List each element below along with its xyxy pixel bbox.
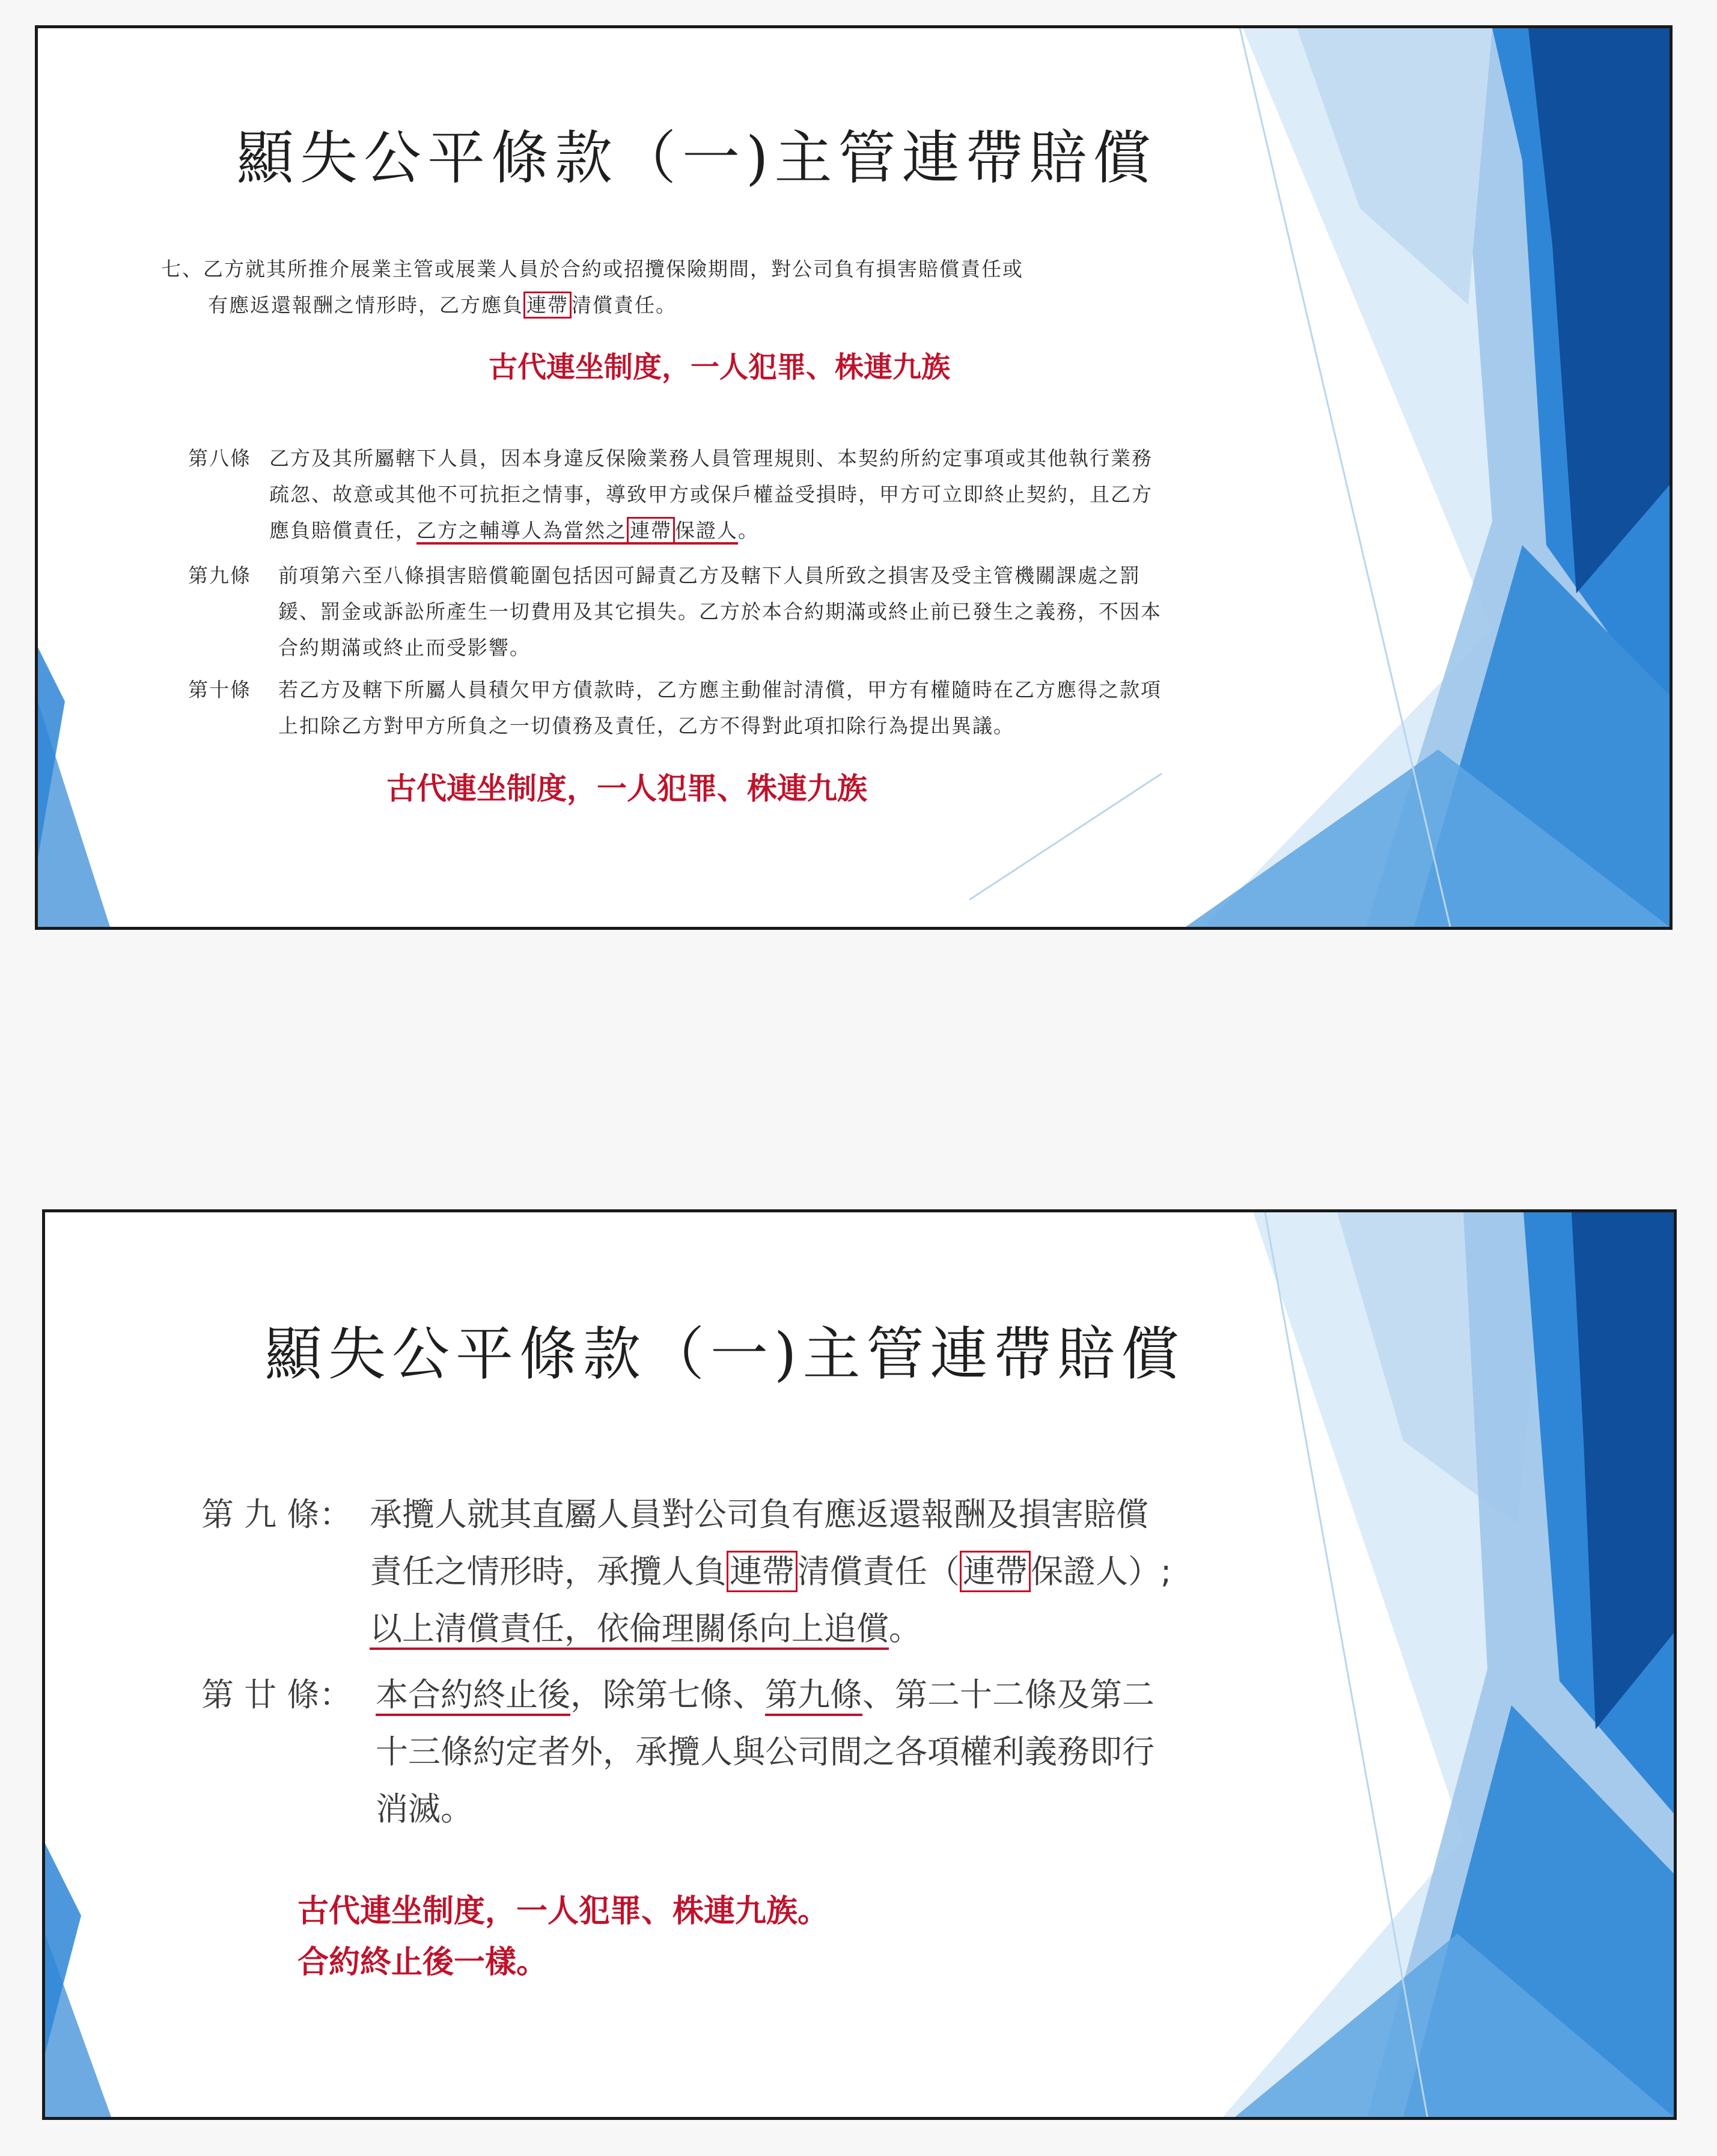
article-8-period: 。 bbox=[738, 519, 759, 542]
article-9-line-1: 前項第六至八條損害賠償範圍包括因可歸責乙方及轄下人員所致之損害及受主管機關課處之罰 bbox=[278, 564, 1141, 587]
guarantor-underline bbox=[416, 519, 738, 545]
article-20-line-2: 十三條約定者外，承攬人與公司間之各項權利義務即行 bbox=[376, 1733, 1154, 1771]
article-9-label: 第 九 條： bbox=[201, 1495, 352, 1533]
article-20-line-3: 消滅。 bbox=[376, 1790, 473, 1828]
article-9-line-2 bbox=[370, 1546, 1171, 1592]
slide-title: 顯失公平條款（一)主管連帶賠償 bbox=[236, 124, 1157, 192]
article-8-line-1: 乙方及其所屬轄下人員，因本身違反保險業務人員管理規則、本契約所約定事項或其他執行業務 bbox=[269, 447, 1153, 470]
article-20-text-end: 、第二十二條及第二 bbox=[862, 1676, 1154, 1714]
guarantor-text: 乙方之輔導人為當然之 bbox=[416, 519, 627, 542]
termination-underline: 本合約終止後 bbox=[376, 1676, 570, 1716]
slide-title: 顯失公平條款（一)主管連帶賠償 bbox=[264, 1321, 1185, 1388]
article-8-line-2: 疏忽、故意或其他不可抗拒之情事，導致甲方或保戶權益受損時，甲方可立即終止契約，且乙方 bbox=[269, 483, 1153, 506]
clause-7-text: 有應返還報酬之情形時，乙方應負 bbox=[208, 293, 523, 317]
clause-7-line-2 bbox=[208, 290, 677, 318]
article-9-line-3 bbox=[370, 1603, 921, 1649]
red-note: 古代連坐制度，一人犯罪、株連九族 bbox=[489, 350, 951, 384]
article-9-line-3: 合約期滿或終止而受影響。 bbox=[278, 636, 531, 659]
joint-liability-highlight: 連帶 bbox=[627, 517, 675, 544]
red-note-line-1: 古代連坐制度，一人犯罪、株連九族。 bbox=[297, 1893, 829, 1929]
article-9-text-end: 保證人）; bbox=[1031, 1553, 1172, 1590]
red-note-line-2: 合約終止後一樣。 bbox=[297, 1944, 548, 1980]
article-20-label: 第 廿 條： bbox=[201, 1676, 352, 1714]
article-9-line-1: 承攬人就其直屬人員對公司負有應返還報酬及損害賠償 bbox=[370, 1495, 1148, 1533]
article-9-period: 。 bbox=[889, 1610, 921, 1648]
article-20-text: ，除第七條、 bbox=[570, 1676, 765, 1714]
red-note: 古代連坐制度，一人犯罪、株連九族 bbox=[386, 771, 867, 806]
article-9-line-2: 鍰、罰金或訴訟所產生一切費用及其它損失。乙方於本合約期滿或終止前已發生之義務，不因本 bbox=[278, 600, 1162, 623]
article-9-label: 第九條 bbox=[188, 564, 251, 587]
joint-liability-highlight: 連帶 bbox=[727, 1551, 798, 1592]
article-8-line-3 bbox=[269, 515, 759, 543]
clause-7-text-end: 清償責任。 bbox=[572, 293, 677, 317]
clause-7-line-1: 七、乙方就其所推介展業主管或展業人員於合約或招攬保險期間，對公司負有損害賠償責任或 bbox=[161, 257, 1023, 281]
joint-guarantor-highlight: 連帶 bbox=[960, 1551, 1031, 1592]
recourse-underline: 以上清償責任，依倫理關係向上追償 bbox=[370, 1610, 889, 1650]
article-9-text: 責任之情形時，承攬人負 bbox=[370, 1553, 727, 1590]
guarantor-text-end: 保證人 bbox=[675, 519, 738, 542]
article-8-text: 應負賠償責任， bbox=[269, 519, 416, 542]
slide-2 bbox=[42, 1209, 1677, 2120]
article-20-line-1 bbox=[376, 1669, 1154, 1715]
joint-liability-highlight: 連帶 bbox=[523, 292, 572, 319]
article-10-line-1: 若乙方及轄下所屬人員積欠甲方債款時，乙方應主動催討清償，甲方有權隨時在乙方應得之款項 bbox=[278, 678, 1162, 701]
article-8-label: 第八條 bbox=[188, 447, 251, 470]
article-10-label: 第十條 bbox=[188, 678, 251, 701]
article-9-ref-underline: 第九條 bbox=[765, 1676, 862, 1716]
slide-1 bbox=[35, 25, 1673, 930]
article-10-line-2: 上扣除乙方對甲方所負之一切債務及責任，乙方不得對此項扣除行為提出異議。 bbox=[278, 714, 1014, 737]
article-9-text-mid: 清償責任（ bbox=[798, 1553, 960, 1590]
